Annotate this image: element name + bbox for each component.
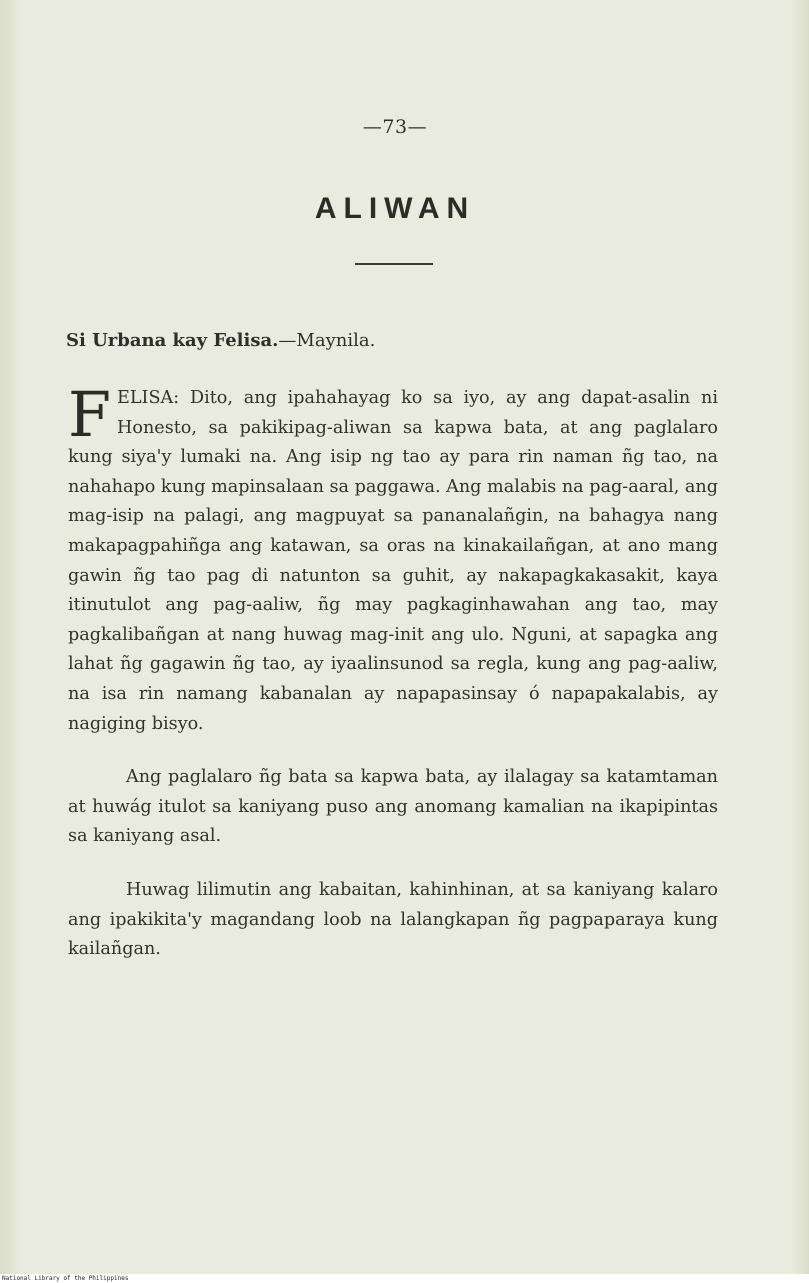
paragraph-3: Huwag lilimutin ang kabaitan, kahinhinan, at sa kaniyang kalaro ang ipakikita'y magandang loob na lalangkapan ñg pagpaparaya kung kailañgan.: [68, 879, 718, 960]
drop-cap: F: [68, 378, 112, 451]
letter-heading-place: —Maynila.: [278, 330, 376, 351]
footer-credit: National Library of the Philippines: [2, 1275, 129, 1282]
body-text: [68, 378, 718, 965]
paragraph-1-text: ELISA: Dito, ang ipahahayag ko sa iyo, ay ang dapat-asalin ni Honesto, sa pakikipag-aliwan sa kapwa bata, at ang paglalaro kung siya'y lumaki na. Ang isip ng tao ay para rin naman ñg tao, na nahahapo kung mapinsalaan sa paggawa. Ang malabis na pag-aaral, ang mag-isip na palagi, ang magpuyat sa pananalañgin, na bahagya nang makapagpahiñga ang katawan, sa oras na kinakailañgan, at ano mang gawin ñg tao pag di natunton sa guhit, ay nakapagkakasakit, kaya itinutulot ang pag-aaliw, ñg may pagkaginhawahan ang tao, may pagkalibañgan at nang huwag mag-init ang ulo. Nguni, at sapagka ang lahat ñg gagawin ñg tao, ay iyaalinsunod sa regla, kung ang pag-aaliw, na isa rin namang kabanalan ay napapasinsay ó napapakalabis, ay nagiging bisyo.: [68, 388, 718, 734]
letter-heading-sender: Si Urbana kay Felisa.: [66, 330, 279, 351]
letter-heading: [66, 330, 375, 351]
title-divider: [355, 263, 433, 265]
page-number: —73—: [362, 116, 428, 138]
chapter-title: ALIWAN: [314, 192, 476, 225]
paragraph-2: Ang paglalaro ñg bata sa kapwa bata, ay ilalagay sa katamtaman at huwág itulot sa kaniyang puso ang anomang kamalian na ikapipintas sa kaniyang asal.: [68, 767, 718, 847]
paragraph-1: [68, 378, 718, 739]
